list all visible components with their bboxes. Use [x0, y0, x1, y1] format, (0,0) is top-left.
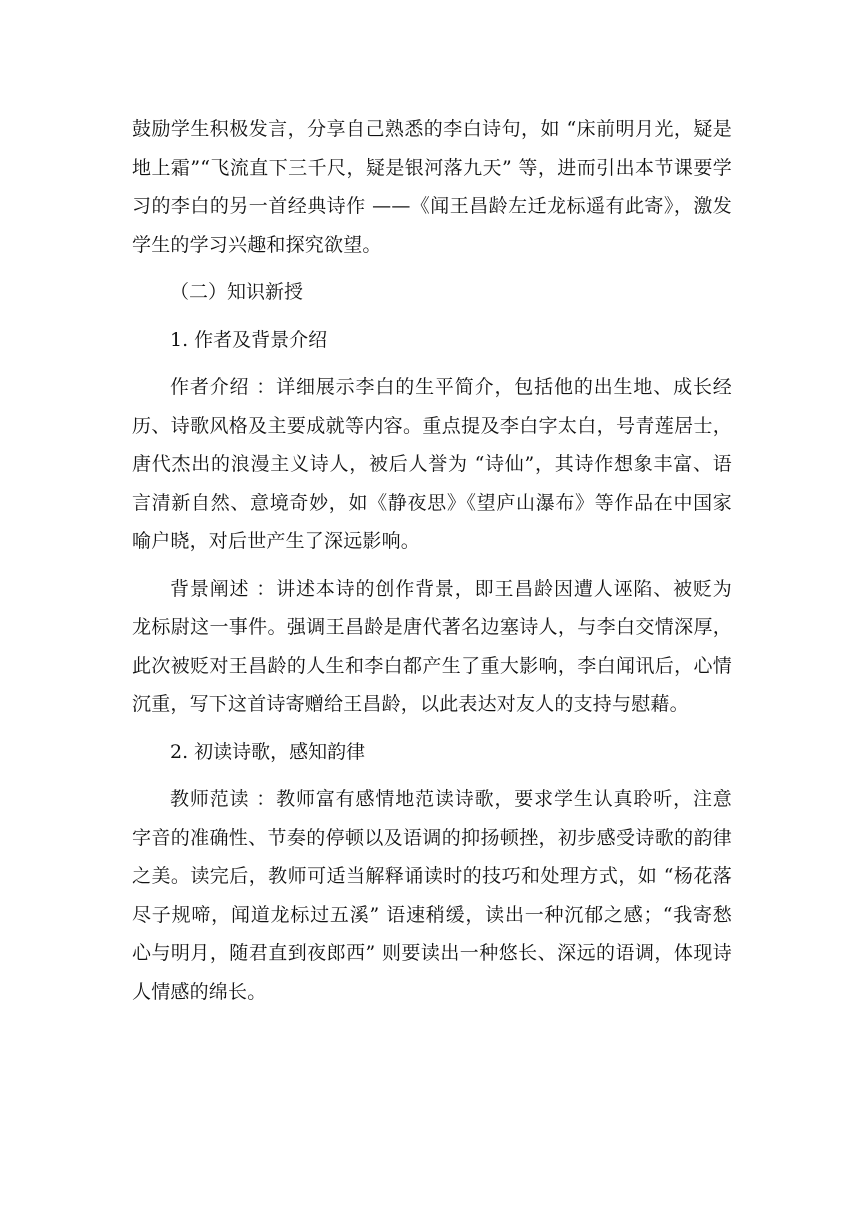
teacher-reading-paragraph: 教师范读 ：教师富有感情地范读诗歌，要求学生认真聆听，注意字音的准确性、节奏的停顿以及语调的抑扬顿挫，初步感受诗歌的韵律之美。读完后，教师可适当解释诵读时的技巧和处理方式，如 “杨花落尽子规啼，闻道龙标过五溪” 语速稍缓，读出一种沉郁之感；“我寄愁心与明月，随君直到夜郎西” 则要读出一种悠长、深远的语调，体现诗人情感的绵长。	[132, 788, 732, 1003]
author-paragraph: 作者介绍 ：详细展示李白的生平简介，包括他的出生地、成长经历、诗歌风格及主要成就等内容。重点提及李白字太白，号青莲居士，唐代杰出的浪漫主义诗人，被后人誉为 “诗仙”，其诗作想象丰富、语言清新自然、意境奇妙，如《静夜思》《望庐山瀑布》等作品在中国家喻户晓，对后世产生了深远影响。	[132, 376, 732, 552]
subheading-first-reading: 2. 初读诗歌，感知韵律	[170, 740, 366, 763]
intro-paragraph: 鼓励学生积极发言，分享自己熟悉的李白诗句，如 “床前明月光，疑是地上霜”“飞流直下三千尺，疑是银河落九天” 等，进而引出本节课要学习的李白的另一首经典诗作 ——《闻王昌龄左迁龙标遥有此寄》，激发学生的学习兴趣和探究欲望。	[132, 118, 732, 256]
subheading-author-background: 1. 作者及背景介绍	[170, 328, 328, 351]
section-heading-knowledge: （二）知识新授	[170, 281, 304, 303]
background-paragraph: 背景阐述 ：讲述本诗的创作背景，即王昌龄因遭人诬陷、被贬为龙标尉这一事件。强调王昌龄是唐代著名边塞诗人，与李白交情深厚，此次被贬对王昌龄的人生和李白都产生了重大影响，李白闻讯后，心情沉重，写下这首诗寄赠给王昌龄，以此表达对友人的支持与慰藉。	[132, 577, 732, 715]
document-body	[132, 110, 732, 1020]
